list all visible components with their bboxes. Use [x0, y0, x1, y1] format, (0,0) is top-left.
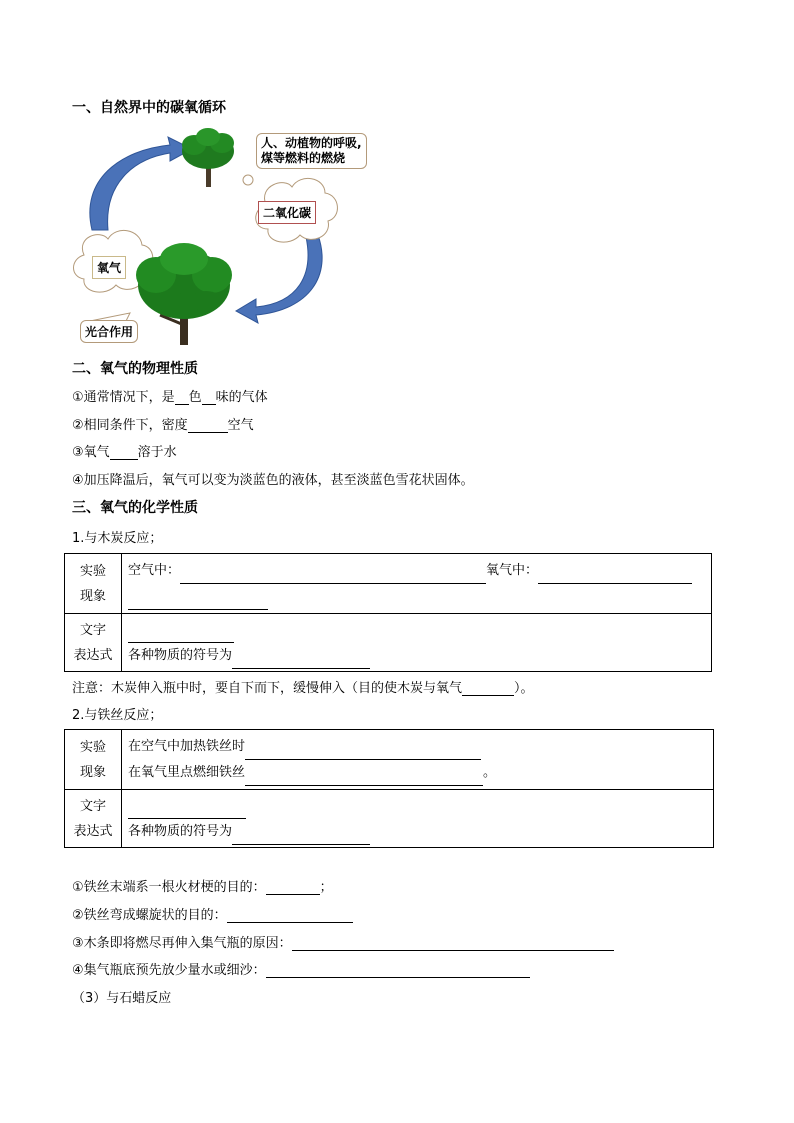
phenomenon-label-line1: 实验 — [79, 563, 106, 579]
co2-label: 二氧化碳 — [258, 201, 316, 224]
physical-property-3 — [72, 441, 177, 460]
pp2-blank-density[interactable] — [188, 418, 228, 433]
note-blank[interactable] — [462, 681, 514, 696]
physical-property-1 — [72, 386, 268, 405]
photosynthesis-label: 光合作用 — [80, 320, 138, 343]
in-oxygen-blank[interactable] — [538, 569, 692, 584]
bubble-dot — [243, 175, 253, 185]
iron-expression-label-line2: 表达式 — [73, 823, 113, 839]
q2-text: ②铁丝弯成螺旋状的目的： — [72, 908, 227, 923]
iron-expression-label-line1: 文字 — [79, 798, 106, 814]
q4-text: ④集气瓶底预先放少量水或细沙： — [72, 963, 266, 978]
iron-oxygen-blank[interactable] — [245, 771, 483, 786]
in-oxygen-blank-cont[interactable] — [128, 595, 268, 610]
in-oxygen-label: 氧气中： — [486, 562, 539, 578]
iron-expression-row — [65, 790, 714, 848]
iron-phenomenon-label-cell — [65, 730, 122, 790]
iron-wire-reaction-table — [64, 729, 714, 848]
pp3-blank-solubility[interactable] — [110, 445, 138, 460]
charcoal-word-equation-blank[interactable] — [128, 628, 234, 643]
section3-heading: 三、氧气的化学性质 — [72, 500, 198, 516]
section2-heading: 二、氧气的物理性质 — [72, 361, 198, 377]
physical-property-4: ④加压降温后，氧气可以变为淡蓝色的液体，甚至淡蓝色雪花状固体。 — [72, 473, 474, 488]
phenomenon-label-cell — [65, 554, 122, 614]
section1-heading: 一、自然界中的碳氧循环 — [72, 100, 226, 116]
iron-word-equation-blank[interactable] — [128, 804, 246, 819]
charcoal-expression-row — [65, 614, 712, 672]
charcoal-note — [72, 677, 534, 696]
pp1-blank-smell[interactable] — [202, 390, 216, 405]
iron-air-label: 在空气中加热铁丝时 — [128, 738, 246, 754]
pp1-text-a: ①通常情况下，是 — [72, 390, 175, 405]
question-2 — [72, 904, 353, 923]
iron-expression-label-cell — [65, 790, 122, 848]
q3-text: ③木条即将燃尽再伸入集气瓶的原因： — [72, 936, 292, 951]
in-air-label: 空气中： — [128, 562, 181, 578]
charcoal-symbol-label: 各种物质的符号为 — [128, 647, 233, 663]
iron-symbol-blank[interactable] — [232, 830, 370, 845]
iron-oxygen-label: 在氧气里点燃细铁丝 — [128, 764, 246, 780]
q1-end: ； — [319, 880, 333, 895]
pp1-text-c: 味的气体 — [215, 390, 268, 405]
cycle-arrow-right-bottom — [236, 235, 322, 323]
expression-label-line1: 文字 — [79, 622, 106, 638]
charcoal-symbol-blank[interactable] — [232, 654, 370, 669]
charcoal-subheading: 1.与木炭反应； — [72, 531, 163, 546]
iron-expression-cell — [122, 790, 714, 848]
pp2-text-a: ②相同条件下，密度 — [72, 418, 188, 433]
iron-oxygen-end: 。 — [483, 764, 497, 780]
expression-label-cell — [65, 614, 122, 672]
iron-symbol-label: 各种物质的符号为 — [128, 823, 233, 839]
phenomenon-label-line2: 现象 — [79, 588, 106, 604]
iron-phenomenon-cell — [122, 730, 714, 790]
cycle-arrow-top-left — [90, 137, 192, 230]
charcoal-reaction-table — [64, 553, 712, 672]
iron-wire-subheading: 2.与铁丝反应； — [72, 708, 163, 723]
pp1-text-b: 色 — [188, 390, 202, 405]
charcoal-phenomenon-cell — [122, 554, 712, 614]
iron-phenomenon-row — [65, 730, 714, 790]
pp3-text-b: 溶于水 — [137, 445, 177, 460]
iron-phenomenon-label-line2: 现象 — [79, 764, 106, 780]
q4-blank[interactable] — [266, 963, 530, 978]
respiration-label-line1: 人、动植物的呼吸, — [261, 136, 362, 150]
paraffin-subheading: （3）与石蜡反应 — [72, 991, 172, 1006]
note-text-b: ）。 — [514, 681, 534, 696]
pp2-text-b: 空气 — [227, 418, 254, 433]
in-air-blank[interactable] — [180, 569, 486, 584]
question-4 — [72, 959, 530, 978]
pp3-text-a: ③氧气 — [72, 445, 110, 460]
pp1-blank-color[interactable] — [175, 390, 189, 405]
charcoal-expression-cell — [122, 614, 712, 672]
q1-blank[interactable] — [266, 880, 320, 895]
small-tree-icon — [182, 128, 234, 187]
physical-property-2 — [72, 414, 254, 433]
expression-label-line2: 表达式 — [73, 647, 113, 663]
respiration-label — [256, 133, 367, 169]
question-1 — [72, 876, 333, 895]
q3-blank[interactable] — [292, 936, 614, 951]
respiration-label-line2: 煤等燃料的燃烧 — [261, 151, 346, 165]
charcoal-phenomenon-row — [65, 554, 712, 614]
note-text-a: 注意：木炭伸入瓶中时，要自下而下，缓慢伸入（目的使木炭与氧气 — [72, 681, 463, 696]
question-3 — [72, 932, 614, 951]
iron-phenomenon-label-line1: 实验 — [79, 739, 106, 755]
q2-blank[interactable] — [227, 908, 353, 923]
q1-text: ①铁丝末端系一根火材梗的目的： — [72, 880, 266, 895]
iron-air-blank[interactable] — [245, 745, 481, 760]
o2-label: 氧气 — [92, 256, 126, 279]
large-tree-icon — [136, 243, 232, 345]
